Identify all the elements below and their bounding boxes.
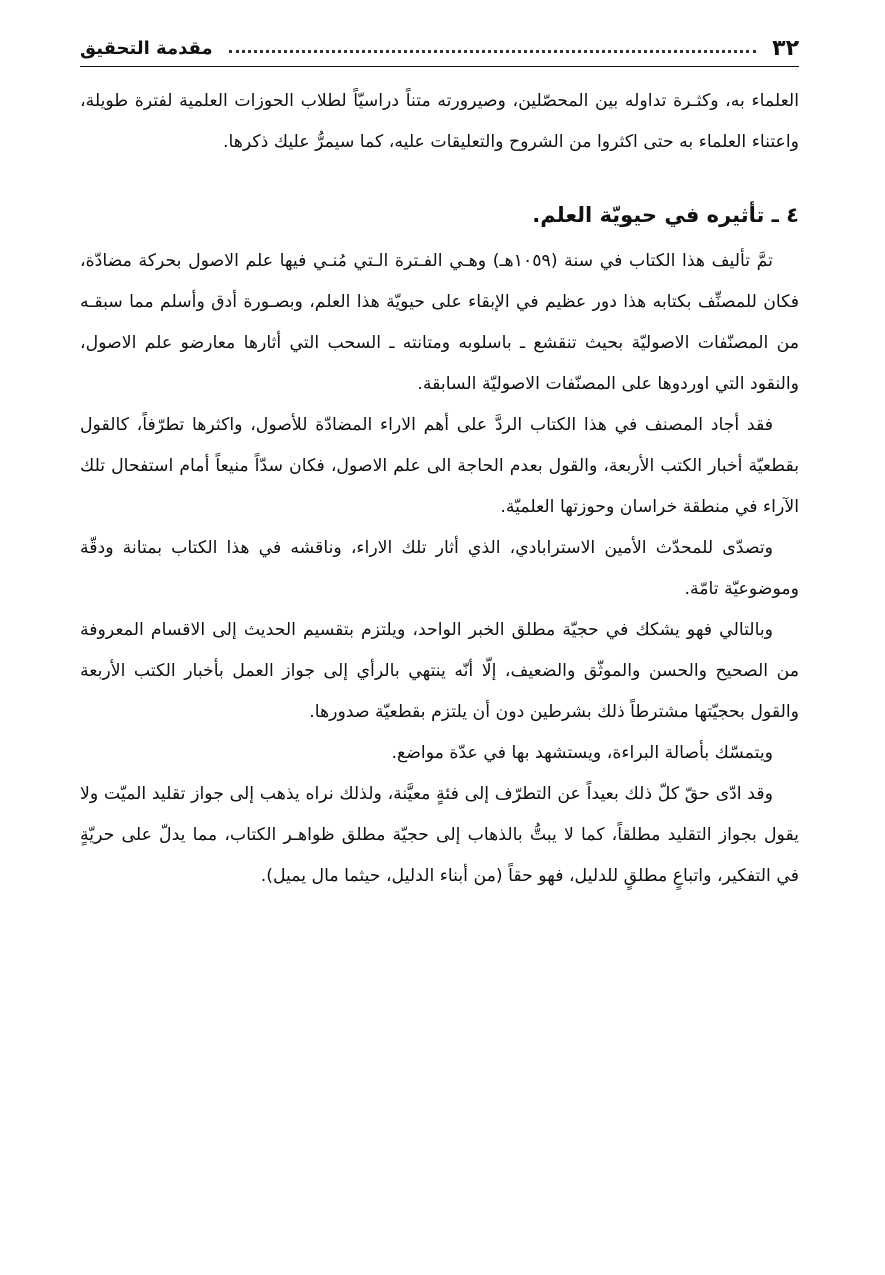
header-dot-leader [229, 50, 757, 53]
running-title: مقدمة التحقيق [80, 37, 213, 59]
body-text [80, 81, 799, 897]
page-number: ٣٢ [772, 35, 799, 61]
paragraph-continuation: العلماء به، وكثـرة تداوله بين المحصّلين، وصيرورته متناً دراسيّاً لطلاب الحوزات العلمية لفترة طويلة، واعتناء العلماء به حتى اكثروا من الشروح والتعليقات عليه، كما سيمرُّ عليك ذكرها. [80, 91, 799, 152]
paragraph-hadith-division: وبالتالي فهو يشكك في حجيّة مطلق الخبر الواحد، ويلتزم بتقسيم الحديث إلى الاقسام المعروفة من الصحيح والحسن والموثّق والضعيف، إلّا أنّه ينتهي بالرأي إلى جواز العمل بأخبار الكتب الأربعة والقول بحجيّتها مشترطاً ذلك بشرطين دون أن يلتزم بقطعيّة صدورها. [80, 620, 799, 722]
paragraph-moderation: وقد ادّى حقّ كلّ ذلك بعيداً عن التطرّف إلى فئةٍ معيَّنة، ولذلك نراه يذهب إلى جواز تقليد الميّت ولا يقول بجواز التقليد مطلقاً، كما لا يبتُّ بالذهاب إلى حجيّة مطلق ظواهـر الكتاب، مما يدلّ على حريّةٍ في التفكير، واتباعٍ مطلقٍ للدليل، فهو حقاً (من أبناء الدليل، حيثما مال يميل). [80, 784, 799, 886]
running-header [80, 30, 799, 67]
section-heading: ٤ ـ تأثيره في حيويّة العلم. [532, 203, 799, 227]
paragraph-astarabadi: وتصدّى للمحدّث الأمين الاسترابادي، الذي أثار تلك الاراء، وناقشه في هذا الكتاب بمتانة ودقّة وموضوعيّة تامّة. [80, 538, 799, 599]
paragraph-authorship-date: تمَّ تأليف هذا الكتاب في سنة (١٠٥٩هـ) وهـي الفـترة الـتي مُنـي فيها علم الاصول بحركة مضادّة، فكان للمصنِّف بكتابه هذا دور عظيم في الإبقاء على حيويّة هذا العلم، وبصـورة أدق وأسلم مما سبقـه من المصنّفات الاصوليّة بحيث تنقشع ـ باسلوبه ومتانته ـ السحب التي أثارها معارضو علم الاصول، والنقود التي اوردوها على المصنّفات الاصوليّة السابقة. [80, 251, 799, 394]
paragraph-refutation: فقد أجاد المصنف في هذا الكتاب الردَّ على أهم الاراء المضادّة للأصول، واكثرها تطرّفاً، كالقول بقطعيّة أخبار الكتب الأربعة، والقول بعدم الحاجة الى علم الاصول، فكان سدّاً منيعاً أمام استفحال تلك الآراء في منطقة خراسان وحوزتها العلميّة. [80, 415, 799, 517]
paragraph-baraa: ويتمسّك بأصالة البراءة، ويستشهد بها في عدّة مواضع. [391, 743, 773, 763]
